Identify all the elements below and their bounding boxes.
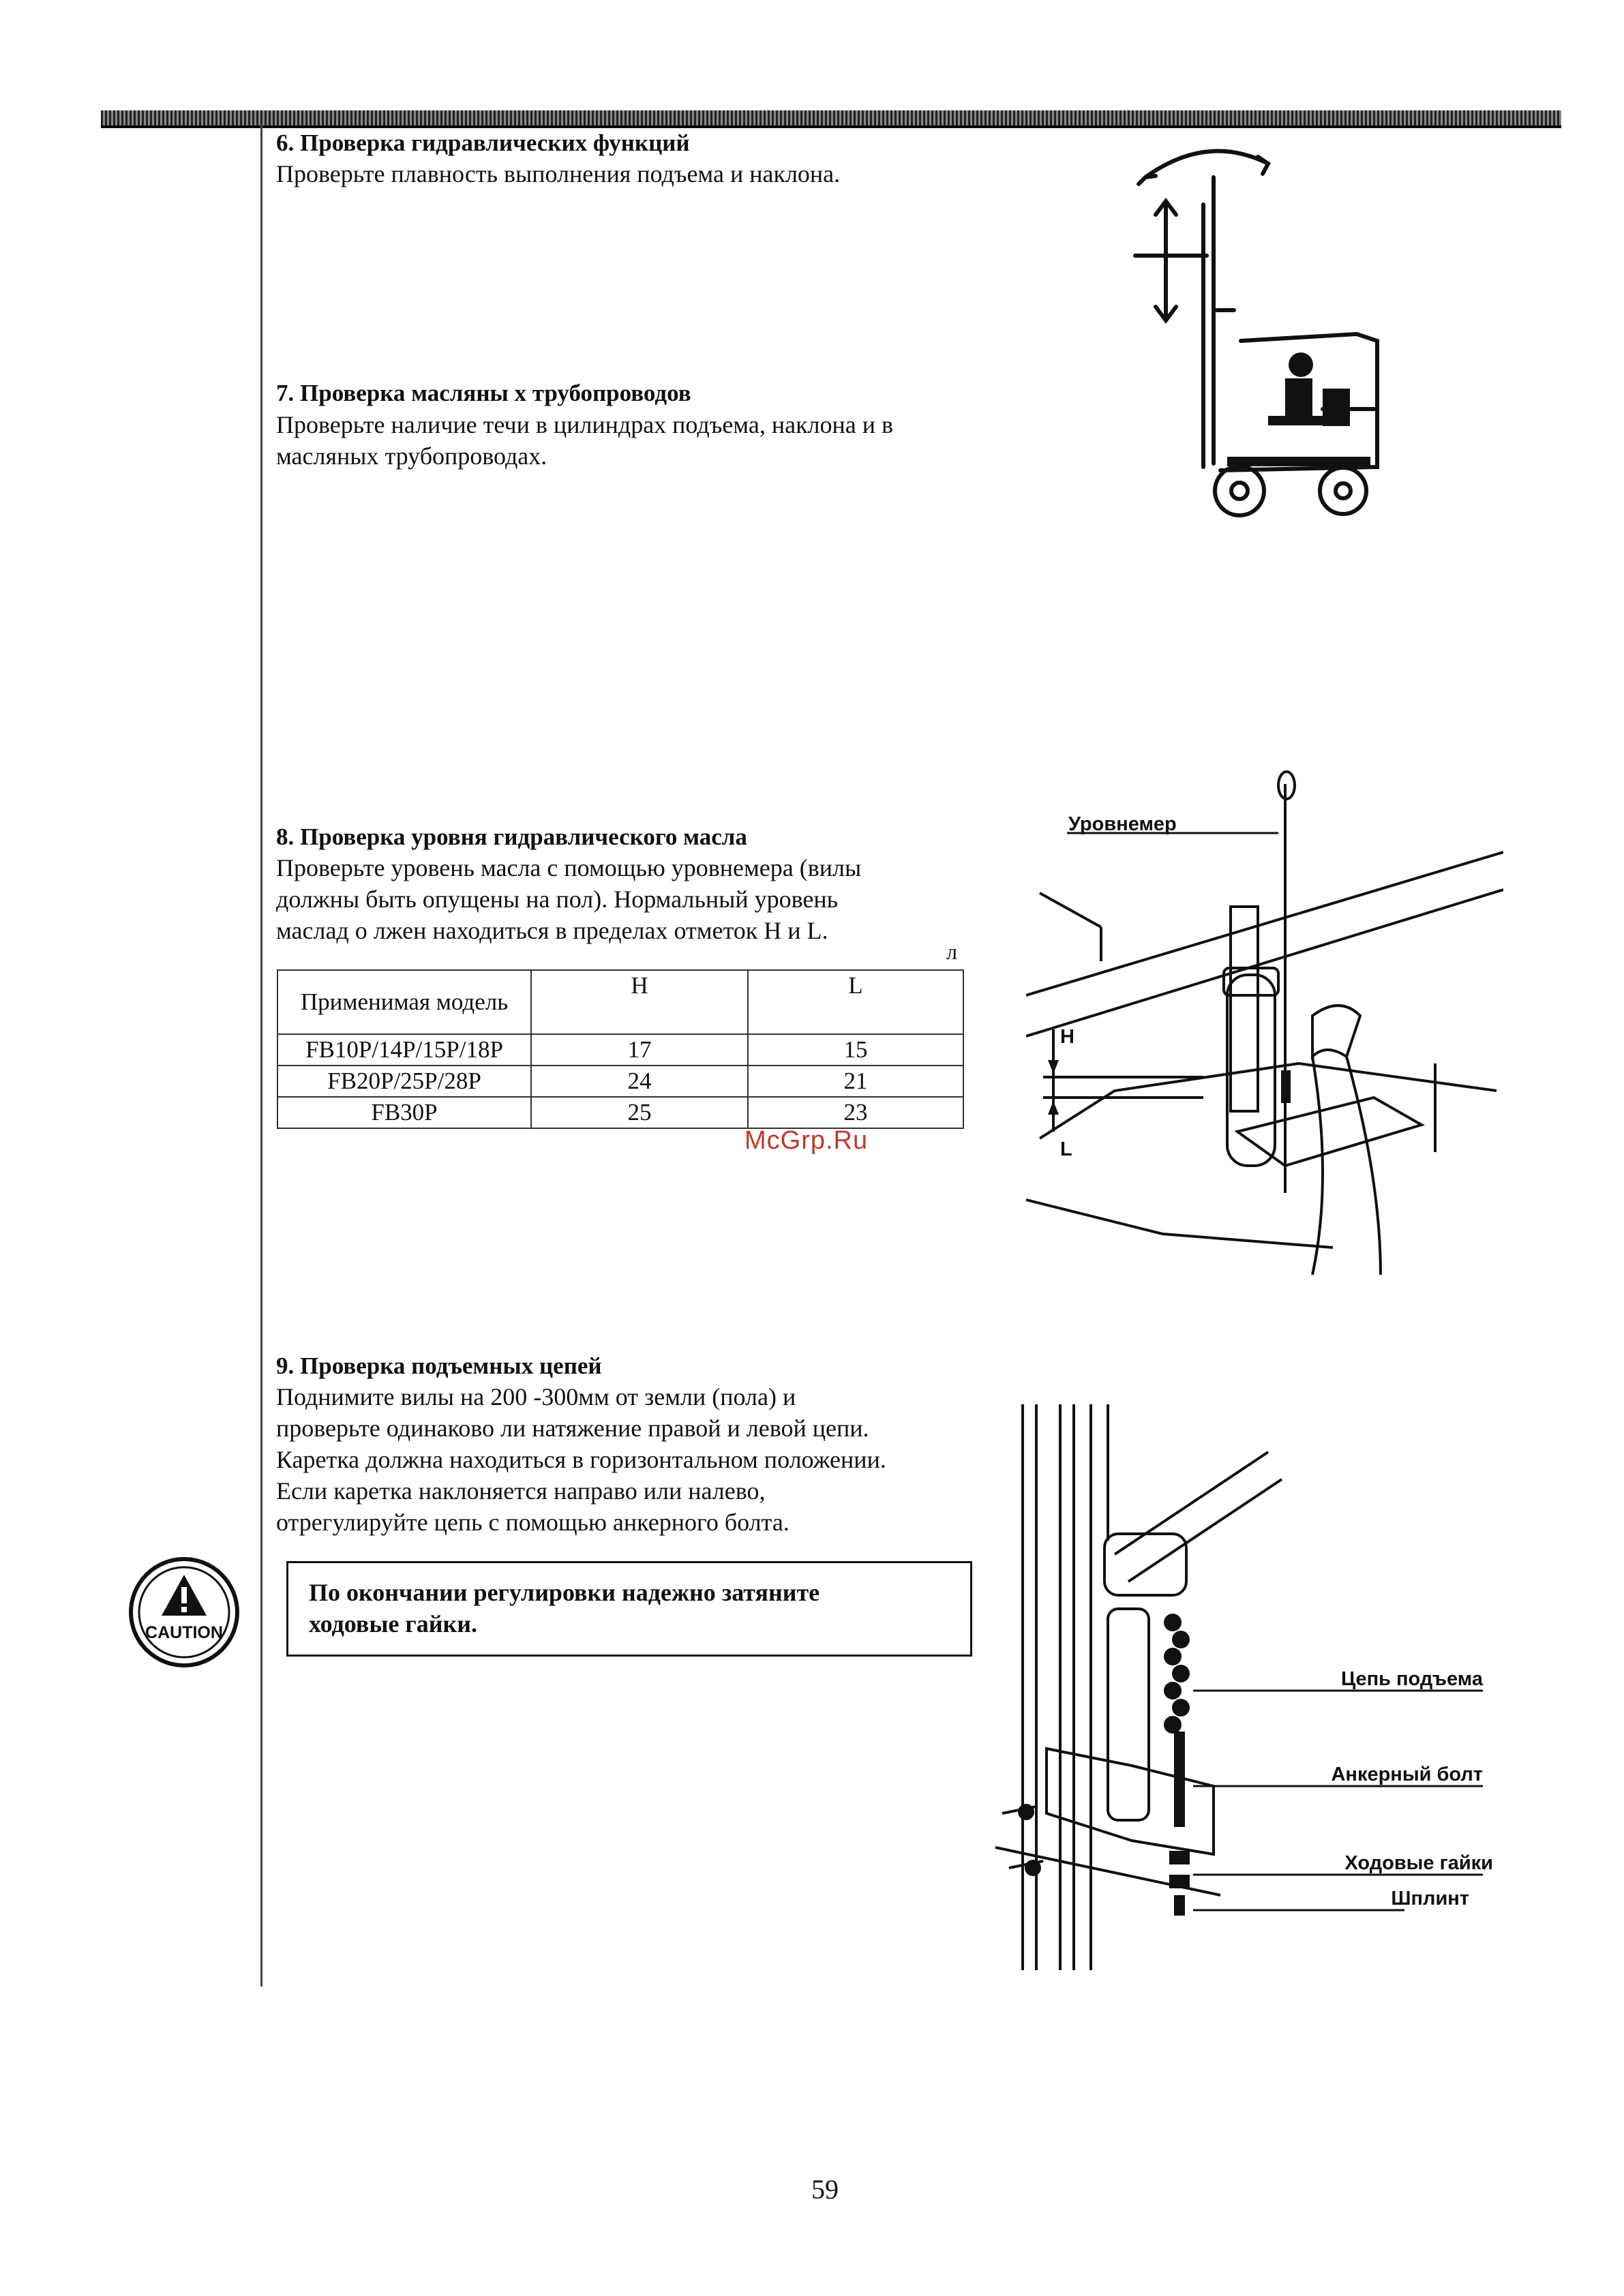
table-unit: л	[946, 939, 957, 964]
caution-text-line1: По окончании регулировки надежно затяните	[309, 1579, 820, 1606]
table-cell: 17	[531, 1034, 748, 1066]
table-header-h: H	[531, 970, 748, 1034]
watermark: McGrp.Ru	[745, 1126, 869, 1155]
section-6-title: 6. Проверка гидравлических функций	[276, 130, 690, 156]
table-row	[277, 1066, 963, 1097]
caution-icon-label: CAUTION	[145, 1623, 223, 1642]
table-cell: 21	[748, 1066, 963, 1097]
table-cell: FB10P/14P/15P/18P	[277, 1034, 531, 1066]
table-cell: FB20P/25P/28P	[277, 1066, 531, 1097]
table-cell: 15	[748, 1034, 963, 1066]
table-cell: 24	[531, 1066, 748, 1097]
section-8-body: Проверьте уровень масла с помощью уровнемера (вилы должны быть опущены на пол). Нормальный уровень маслад о лжен находиться в пределах отметок H и L.	[276, 854, 862, 944]
section-6-body: Проверьте плавность выполнения подъема и наклона.	[276, 160, 841, 187]
section-9-body: Поднимите вилы на 200 -300мм от земли (пола) и проверьте одинаково ли натяжение правой и левой цепи. Каретка должна находиться в горизонтальном положении. Если каретка наклоняется направо или налево, отрегулируйте цепь с помощью анкерного болта.	[276, 1383, 886, 1536]
section-7-title: 7. Проверка масляны х трубопроводов	[276, 380, 691, 406]
dipstick-label: Уровнемер	[1068, 813, 1177, 835]
forklift-illustration	[1118, 136, 1459, 525]
oil-level-illustration	[1026, 770, 1503, 1288]
top-rule	[101, 110, 1561, 128]
margin-rule	[260, 125, 262, 1987]
table-cell: 25	[531, 1097, 748, 1128]
mark-l-label: L	[1060, 1138, 1072, 1160]
cotter-pin-label: Шплинт	[1391, 1888, 1469, 1909]
caution-text-line2: ходовые гайки.	[309, 1610, 478, 1637]
mark-h-label: H	[1060, 1026, 1074, 1048]
table-header-model: Применимая модель	[277, 970, 531, 1034]
table-header-l: L	[748, 970, 963, 1034]
table-header-row	[277, 970, 963, 1034]
oil-level-table	[277, 969, 964, 1129]
anchor-bolt-label: Анкерный болт	[1331, 1764, 1483, 1785]
caution-icon	[126, 1554, 242, 1670]
table-cell: FB30P	[277, 1097, 531, 1128]
section-9-title: 9. Проверка подъемных цепей	[276, 1353, 602, 1379]
page-number: 59	[811, 2174, 839, 2205]
section-7-body: Проверьте наличие течи в цилиндрах подъема, наклона и в масляных трубопроводах.	[276, 411, 894, 470]
table-row	[277, 1097, 963, 1128]
running-nuts-label: Ходовые гайки	[1344, 1852, 1493, 1874]
table-row	[277, 1034, 963, 1066]
lift-chain-label: Цепь подъема	[1340, 1668, 1483, 1690]
lift-chain-illustration	[995, 1404, 1500, 1977]
caution-box	[286, 1561, 972, 1657]
table-cell: 23	[748, 1097, 963, 1128]
section-8-title: 8. Проверка уровня гидравлического масла	[276, 824, 747, 850]
